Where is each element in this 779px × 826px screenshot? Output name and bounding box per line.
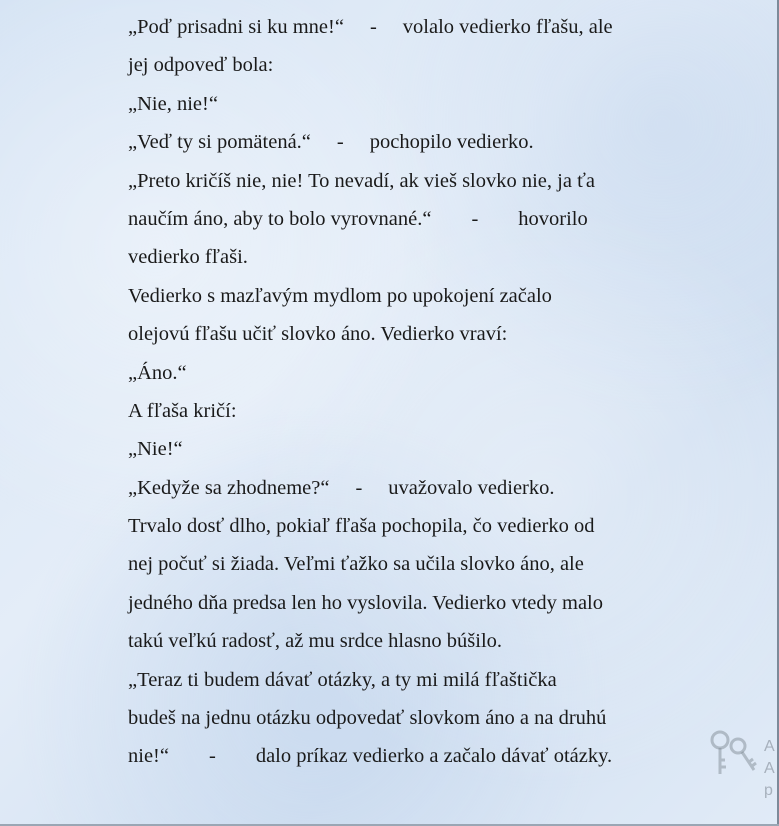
text-line	[128, 354, 728, 392]
text-line	[128, 315, 728, 353]
text-line	[128, 238, 728, 276]
text-line	[128, 430, 728, 468]
text-segment: „Kedyže sa zhodneme?“	[128, 476, 330, 499]
text-line	[128, 123, 728, 161]
activation-watermark	[708, 728, 779, 798]
text-line	[128, 661, 728, 699]
text-segment: hovorilo	[518, 207, 588, 230]
text-segment: nie!“	[128, 745, 169, 768]
text-segment: vedierko fľaši.	[128, 246, 248, 269]
text-line	[128, 507, 728, 545]
text-line	[128, 277, 728, 315]
text-segment: „Poď prisadni si ku mne!“	[128, 16, 344, 38]
text-segment: pochopilo vedierko.	[369, 131, 534, 154]
text-segment: „Teraz ti budem dávať otázky, a ty mi milá fľaštička	[128, 668, 557, 691]
text-segment: Vedierko s mazľavým mydlom po upokojení začalo	[128, 284, 552, 307]
dialogue-dash: -	[471, 207, 479, 230]
text-segment: budeš na jednu otázku odpovedať slovkom áno a na druhú	[128, 707, 607, 730]
watermark-text	[764, 736, 775, 798]
watermark-line: p	[764, 782, 773, 798]
text-segment: uvažovalo vedierko.	[388, 476, 555, 499]
text-segment: nej počuť si žiada. Veľmi ťažko sa učila slovko áno, ale	[128, 553, 584, 576]
text-line	[128, 584, 728, 622]
text-line	[128, 162, 728, 200]
watermark-line: A	[764, 738, 775, 755]
text-segment: „Nie, nie!“	[128, 92, 218, 115]
document-page	[128, 8, 728, 776]
text-segment: naučím áno, aby to bolo vyrovnané.“	[128, 207, 432, 230]
text-segment: olejovú fľašu učiť slovko áno. Vedierko vraví:	[128, 323, 508, 346]
text-line	[128, 469, 728, 507]
text-line	[128, 737, 728, 775]
text-segment: „Nie!“	[128, 438, 183, 461]
text-line	[128, 545, 728, 583]
text-segment: „Preto kričíš nie, nie! To nevadí, ak vieš slovko nie, ja ťa	[128, 169, 595, 192]
text-segment: takú veľkú radosť, až mu srdce hlasno búšilo.	[128, 630, 503, 653]
text-line	[128, 622, 728, 660]
text-segment: jedného dňa predsa len ho vyslovila. Vedierko vtedy malo	[128, 591, 603, 614]
text-line	[128, 85, 728, 123]
text-line	[128, 200, 728, 238]
keys-icon	[708, 728, 760, 780]
text-segment: Trvalo dosť dlho, pokiaľ fľaša pochopila, čo vedierko od	[128, 515, 595, 538]
dialogue-dash: -	[355, 476, 363, 499]
dialogue-dash: -	[336, 131, 344, 154]
text-line	[128, 8, 728, 46]
text-segment: volalo vedierko fľašu, ale	[402, 16, 613, 38]
text-line	[128, 392, 728, 430]
text-segment: jej odpoveď bola:	[128, 54, 274, 77]
dialogue-dash: -	[369, 16, 377, 38]
text-segment: A fľaša kričí:	[128, 399, 237, 422]
text-segment: „Veď ty si pomätená.“	[128, 131, 311, 154]
watermark-line: A	[764, 760, 775, 777]
text-line	[128, 46, 728, 84]
dialogue-dash: -	[208, 745, 216, 768]
text-line	[128, 699, 728, 737]
text-segment: dalo príkaz vedierko a začalo dávať otázky.	[255, 745, 613, 768]
text-segment: „Áno.“	[128, 361, 187, 384]
